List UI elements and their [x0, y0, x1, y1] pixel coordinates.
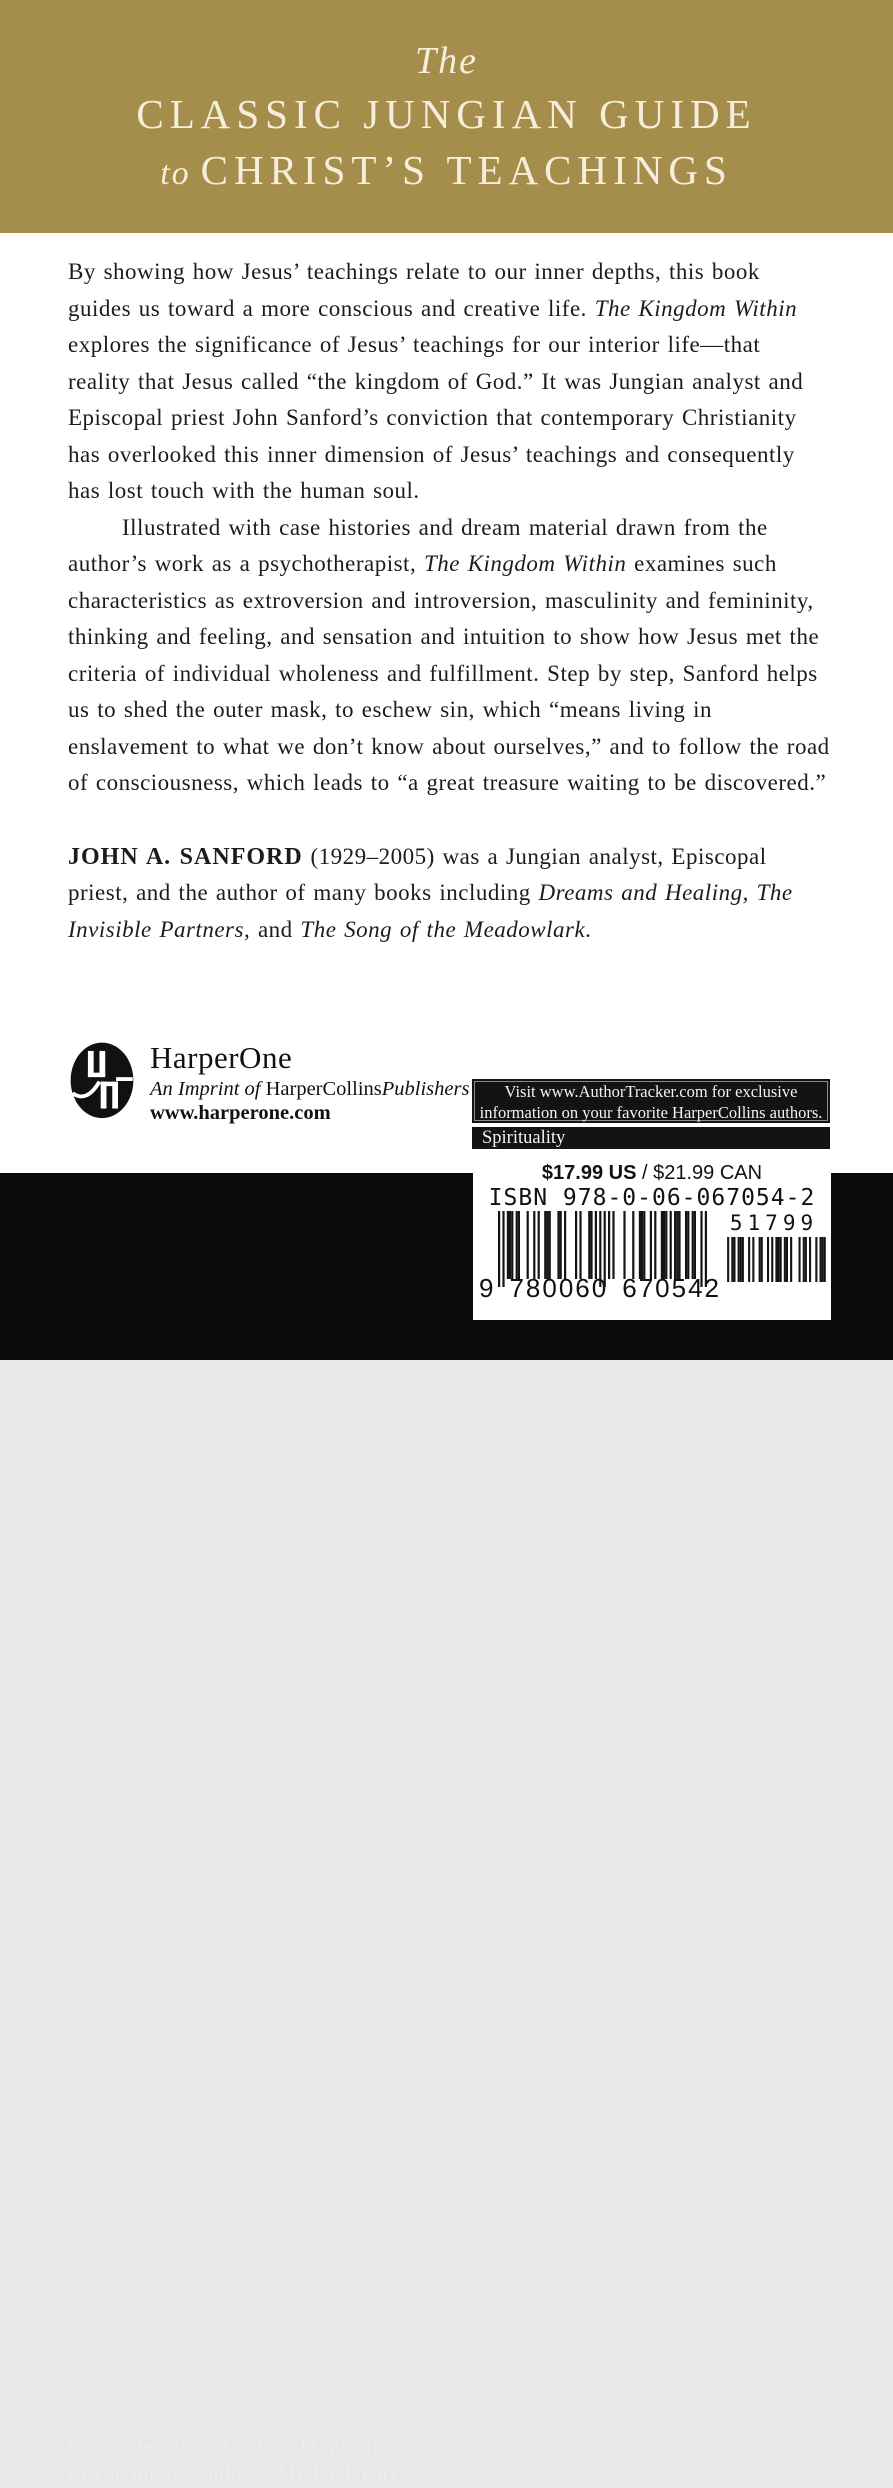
authortracker-promo-box: [472, 1079, 830, 1123]
title-banner: [0, 0, 893, 233]
banner-main: CHRIST’S TEACHINGS: [201, 147, 733, 193]
publisher-name: HarperOne: [150, 1040, 292, 1076]
harperone-logo-icon: [70, 1041, 134, 1121]
synopsis-text: [68, 254, 830, 948]
promo-line-2: information on your favorite HarperCollins authors.: [472, 1102, 830, 1123]
banner-to: to: [160, 155, 190, 192]
ean-digit-group-1: 9: [479, 1273, 495, 1304]
synopsis-paragraph-2: Illustrated with case histories and dream material drawn from the author’s work as a psychotherapist, The Kingdom Within examines such characteristics as extroversion and introversion, masculinity and femininity, thinking and feeling, and sensation and intuition to show how Jesus met the criteria of individual wholeness and fulfillment. Step by step, Sanford helps us to shed the outer mask, to eschew sin, which “means living in enslavement to what we don’t know about ourselves,” and to follow the road of consciousness, which leads to “a great treasure waiting to be discovered.”: [68, 510, 830, 802]
supplement-digits: 51799: [723, 1211, 825, 1235]
author-bio: JOHN A. SANFORD (1929–2005) was a Jungian analyst, Episcopal priest, and the author of many books including Dreams and Healing, The Invisible Partners, and The Song of the Meadowlark.: [68, 839, 830, 949]
price-line: [473, 1162, 831, 1185]
ean-digits: [479, 1273, 729, 1304]
ean5-supplement-barcode: [725, 1237, 824, 1282]
cover-design-credit: Cover design: Claudine Mansour: [68, 2435, 410, 2462]
promo-line-1: Visit www.AuthorTracker.com for exclusive: [472, 1081, 830, 1102]
banner-line-christs-teachings: [0, 142, 893, 202]
ean-digit-group-3: 670542: [622, 1273, 721, 1304]
price-can: / $21.99 CAN: [636, 1162, 762, 1184]
publisher-website: www.harperone.com: [150, 1102, 331, 1125]
banner-line-the: The: [0, 0, 893, 86]
banner-line-classic-jungian-guide: CLASSIC JUNGIAN GUIDE: [0, 86, 893, 142]
credits: [68, 2435, 410, 2488]
synopsis-paragraph-1: By showing how Jesus’ teachings relate to our inner depths, this book guides us toward a more conscious and creative life. The Kingdom Within explores the significance of Jesus’ teachings for our interior life—that reality that Jesus called “the kingdom of God.” It was Jungian analyst and Episcopal priest John Sanford’s conviction that contemporary Christianity has overlooked this inner dimension of Jesus’ teachings and consequently has lost touch with the human soul.: [68, 254, 830, 510]
publisher-imprint: An Imprint of HarperCollinsPublishers: [150, 1078, 469, 1101]
price-us: $17.99 US: [542, 1162, 637, 1184]
ean-digit-group-2: 780060: [509, 1273, 608, 1304]
publisher-block: [68, 1038, 468, 1138]
barcode-panel: [473, 1155, 831, 1320]
category-bar: Spirituality: [472, 1127, 830, 1149]
cover-photograph-credit: Cover photograph: © Michael Duva: [68, 2462, 410, 2488]
isbn-number: ISBN 978-0-06-067054-2: [473, 1185, 831, 1211]
